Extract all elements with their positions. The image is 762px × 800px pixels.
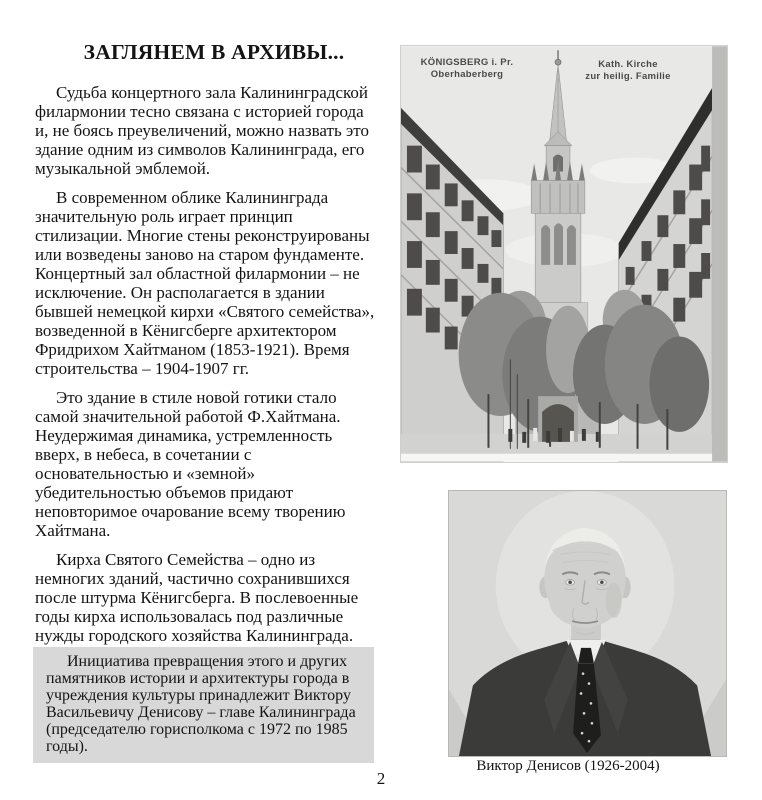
text-line: Фридрихом Хайтманом (1853-1921). Время [35, 340, 350, 359]
paragraph-1 [35, 83, 393, 178]
text-line: исключение. Он располагается в здании [35, 283, 325, 302]
text-line: (председателю горисполкома с 1972 по 1985 [46, 721, 348, 738]
text-line: Хайтмана. [35, 521, 111, 540]
text-line: возведенной в Кёнигсберге архитектором [35, 321, 337, 340]
text-line: учреждения культуры принадлежит Виктору [46, 687, 351, 704]
text-line: стилизации. Многие стены реконструированы [35, 226, 370, 245]
text-line: самой значительной работой Ф.Хайтмана. [35, 407, 341, 426]
postcard-label-left-line1: KÖNIGSBERG i. Pr. [420, 57, 514, 68]
text-line: Инициатива превращения этого и других [67, 653, 348, 670]
text-line: В современном облике Калининграда [56, 188, 329, 207]
text-line: филармонии тесно связана с историей города [35, 102, 364, 121]
portrait-caption: Виктор Денисов (1926-2004) [476, 758, 660, 774]
text-line: годы). [46, 738, 88, 755]
text-line: или возведены заново на старом фундаменте. [35, 245, 365, 264]
text-line: Кирха Святого Семейства – одно из [56, 550, 316, 569]
text-line: строительства – 1904-1907 гг. [35, 359, 250, 378]
portrait-drawing [449, 491, 726, 756]
article-title: ЗАГЛЯНЕМ В АРХИВЫ... [83, 40, 345, 64]
text-line: бывшей немецкой кирхи «Святого семейства», [35, 302, 375, 321]
text-line: Васильевичу Денисову – главе Калининграда [46, 704, 356, 721]
text-line: нужды городского хозяйства Калининграда. [35, 626, 354, 645]
text-line: вверх, в небеса, в сочетании с [35, 445, 252, 464]
text-line: Судьба концертного зала Калининградской [56, 83, 369, 102]
scan-gray-strip [712, 46, 727, 461]
postcard-label-right-line2: zur heilig. Familie [585, 71, 671, 82]
postcard-label-right-line1: Kath. Kirche [598, 59, 658, 70]
paragraph-3 [35, 388, 393, 540]
text-line: годы кирха использовалась под различные [35, 607, 344, 626]
page-number: 2 [376, 769, 386, 788]
postcard-label-left-line2: Oberhaberberg [430, 69, 504, 80]
postcard-label-left [411, 57, 523, 81]
text-line: значительную роль играет принцип [35, 207, 293, 226]
paragraph-2 [35, 188, 393, 378]
portrait-photo [448, 490, 727, 757]
text-line: после штурма Кёнигсберга. В послевоенные [35, 588, 359, 607]
highlight-note [33, 647, 374, 763]
cheek-shadow [606, 582, 622, 618]
postcard-bottom-margin [401, 454, 712, 462]
postcard-photo [400, 45, 728, 463]
text-line: музыкальной эмблемой. [35, 159, 211, 178]
text-line: неповторимое очарование всему творению [35, 502, 346, 521]
text-line: здание одним из символов Калининграда, его [35, 140, 365, 159]
text-line: немногих зданий, частично сохранившихся [35, 569, 350, 588]
paragraph-4 [35, 550, 393, 645]
text-line: и, не боясь преувеличений, можно назвать это [35, 121, 369, 140]
text-line: памятников истории и архитектуры города в [46, 670, 350, 687]
article-body [35, 83, 393, 655]
text-line: Это здание в стиле новой готики стало [56, 388, 337, 407]
text-line: основательностью и «земной» [35, 464, 255, 483]
postcard-label-right [569, 59, 687, 83]
postcard-street-scene [401, 46, 727, 462]
text-line: Неудержимая динамика, устремленность [35, 426, 333, 445]
text-line: Концертный зал областной филармонии – не [35, 264, 360, 283]
text-line: убедительностью объемов придают [35, 483, 294, 502]
